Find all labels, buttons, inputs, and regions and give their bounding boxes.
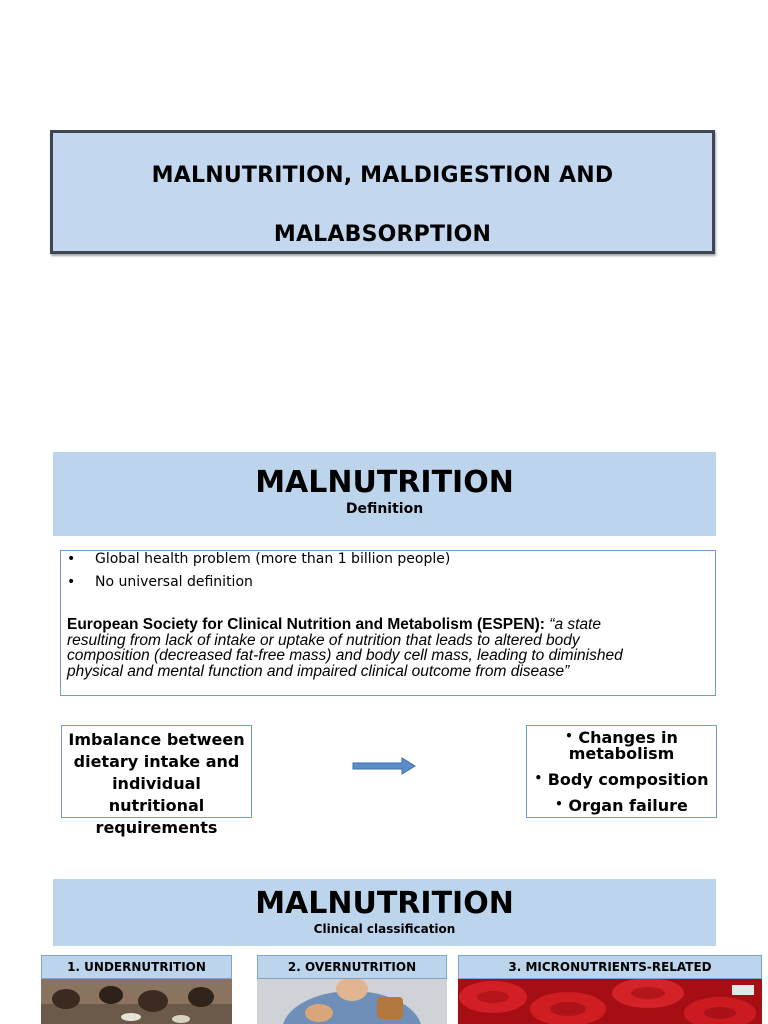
- title-line-1: MALNUTRITION, MALDIGESTION AND: [151, 163, 614, 188]
- overnutrition-image: [257, 979, 447, 1024]
- title-line-2: MALABSORPTION: [273, 222, 492, 247]
- definition-header: [53, 452, 716, 536]
- undernutrition-image: [41, 979, 232, 1024]
- espen-quote-line: “a state: [544, 616, 601, 633]
- classification-header: [53, 879, 716, 946]
- classification-subheading: Clinical classification: [313, 922, 456, 936]
- right-arrow-icon: [352, 756, 416, 776]
- consequences-box: [526, 725, 717, 818]
- espen-quote-line: resulting from lack of intake or uptake of nutrition that leads to altered body: [67, 631, 580, 649]
- micronutrients-photo: [458, 979, 762, 1024]
- imbalance-line: dietary intake and: [73, 752, 240, 771]
- espen-definition: [67, 617, 707, 679]
- classification-heading: MALNUTRITION: [255, 886, 514, 921]
- undernutrition-photo: [41, 979, 232, 1024]
- red-blood-cells-image: [458, 979, 762, 1024]
- title-box: [50, 130, 715, 254]
- espen-quote-line: physical and mental function and impaired clinical outcome from disease”: [67, 662, 570, 680]
- overnutrition-photo: [257, 979, 447, 1024]
- category-undernutrition: 1. UNDERNUTRITION: [41, 955, 232, 979]
- definition-box: • Global health problem (more than 1 billion people) • No universal definition European Society for Clinical Nutrition and Metabolism (ESPEN): “a state resulting from lack of intake or uptake of nutrition that leads to altered body composition (decreased fat-free mass) and body cell mass, leading to diminished physical and mental function and impaired clinical outcome from disease”: [60, 550, 716, 696]
- definition-heading: MALNUTRITION: [255, 465, 514, 500]
- imbalance-line: Imbalance between: [68, 730, 245, 749]
- consequence-item: • Changes in: [565, 728, 678, 747]
- bullet-icon: •: [67, 551, 76, 567]
- espen-quote-line: composition (decreased fat-free mass) and body cell mass, leading to diminished: [67, 647, 623, 664]
- category-micronutrients: 3. MICRONUTRIENTS-RELATED: [458, 955, 762, 979]
- definition-subheading: Definition: [345, 501, 424, 517]
- consequence-item-cont: metabolism: [568, 744, 675, 763]
- category-overnutrition: 2. OVERNUTRITION: [257, 955, 447, 979]
- bullet-icon: •: [67, 574, 76, 590]
- imbalance-box: [61, 725, 252, 837]
- espen-label: European Society for Clinical Nutrition and Metabolism (ESPEN):: [67, 616, 545, 633]
- consequence-item: • Organ failure: [555, 796, 688, 815]
- consequence-item: • Body composition: [534, 770, 709, 789]
- imbalance-line: individual nutritional: [108, 774, 205, 815]
- imbalance-line: requirements: [95, 818, 218, 837]
